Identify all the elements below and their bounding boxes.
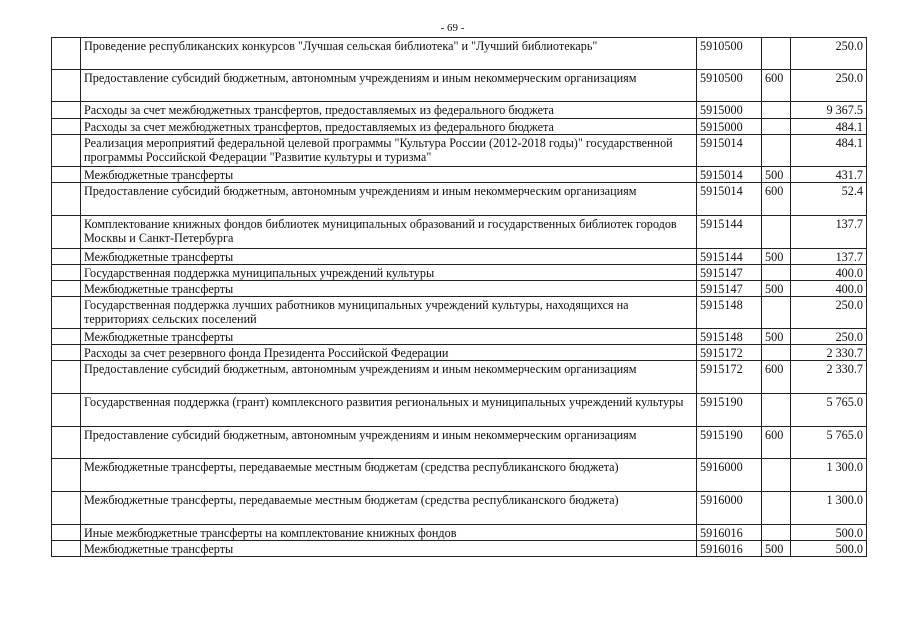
item-code: 5916000 [697,459,762,492]
expense-type: 500 [762,249,791,265]
table-row [52,361,867,394]
item-name: Межбюджетные трансферты, передаваемые местным бюджетам (средства республиканского бюджета) [81,459,697,492]
expense-type [762,135,791,167]
expense-type [762,394,791,427]
expense-type [762,297,791,329]
table-row [52,492,867,525]
expense-type [762,525,791,541]
blank-cell [52,361,81,394]
item-name: Государственная поддержка муниципальных учреждений культуры [81,265,697,281]
item-name: Государственная поддержка (грант) комплексного развития региональных и муниципальных учреждений культуры [81,394,697,427]
item-name: Межбюджетные трансферты [81,281,697,297]
item-amount: 1 300.0 [791,459,867,492]
item-code: 5915014 [697,183,762,216]
blank-cell [52,249,81,265]
table-row [52,119,867,135]
item-code: 5915172 [697,361,762,394]
item-code: 5916000 [697,492,762,525]
item-amount: 250.0 [791,297,867,329]
item-code: 5915014 [697,135,762,167]
expense-type: 600 [762,427,791,459]
item-code: 5916016 [697,525,762,541]
item-name: Проведение республиканских конкурсов "Лучшая сельская библиотека" и "Лучший библиотекарь" [81,38,697,70]
table-row [52,265,867,281]
budget-table [51,37,867,557]
item-name: Предоставление субсидий бюджетным, автономным учреждениям и иным некоммерческим организациям [81,427,697,459]
table-row [52,216,867,249]
page-number: - 69 - [440,22,465,34]
item-amount: 5 765.0 [791,427,867,459]
item-code: 5916016 [697,541,762,557]
blank-cell [52,459,81,492]
item-amount: 2 330.7 [791,345,867,361]
item-name: Предоставление субсидий бюджетным, автономным учреждениям и иным некоммерческим организациям [81,183,697,216]
item-amount: 250.0 [791,70,867,102]
item-code: 5915147 [697,281,762,297]
item-name: Предоставление субсидий бюджетным, автономным учреждениям и иным некоммерческим организациям [81,361,697,394]
table-row [52,541,867,557]
expense-type [762,102,791,119]
item-amount: 137.7 [791,249,867,265]
blank-cell [52,525,81,541]
expense-type: 500 [762,329,791,345]
blank-cell [52,297,81,329]
item-name: Иные межбюджетные трансферты на комплектование книжных фондов [81,525,697,541]
expense-type: 500 [762,541,791,557]
blank-cell [52,102,81,119]
blank-cell [52,183,81,216]
table-row [52,183,867,216]
table-row [52,427,867,459]
blank-cell [52,265,81,281]
table-row [52,394,867,427]
item-amount: 250.0 [791,38,867,70]
item-code: 5915147 [697,265,762,281]
item-amount: 431.7 [791,167,867,183]
expense-type [762,38,791,70]
item-amount: 484.1 [791,119,867,135]
item-name: Государственная поддержка лучших работников муниципальных учреждений культуры, находящихся на территориях сельских поселений [81,297,697,329]
item-name: Предоставление субсидий бюджетным, автономным учреждениям и иным некоммерческим организациям [81,70,697,102]
item-name: Межбюджетные трансферты, передаваемые местным бюджетам (средства республиканского бюджета) [81,492,697,525]
blank-cell [52,70,81,102]
item-code: 5915148 [697,329,762,345]
item-amount: 2 330.7 [791,361,867,394]
table-row [52,249,867,265]
blank-cell [52,329,81,345]
blank-cell [52,216,81,249]
blank-cell [52,345,81,361]
table-row [52,525,867,541]
blank-cell [52,394,81,427]
expense-type: 600 [762,70,791,102]
table-row [52,70,867,102]
table-row [52,38,867,70]
item-name: Межбюджетные трансферты [81,167,697,183]
table-row [52,459,867,492]
item-name: Межбюджетные трансферты [81,329,697,345]
item-code: 5915000 [697,102,762,119]
item-amount: 1 300.0 [791,492,867,525]
blank-cell [52,427,81,459]
item-code: 5915190 [697,394,762,427]
blank-cell [52,492,81,525]
table-row [52,345,867,361]
table-row [52,329,867,345]
item-code: 5915000 [697,119,762,135]
item-amount: 9 367.5 [791,102,867,119]
item-code: 5915172 [697,345,762,361]
blank-cell [52,541,81,557]
expense-type: 600 [762,183,791,216]
item-name: Расходы за счет межбюджетных трансфертов, предоставляемых из федерального бюджета [81,102,697,119]
item-name: Межбюджетные трансферты [81,541,697,557]
expense-type [762,265,791,281]
item-amount: 5 765.0 [791,394,867,427]
item-code: 5910500 [697,38,762,70]
expense-type: 500 [762,281,791,297]
item-amount: 484.1 [791,135,867,167]
expense-type: 600 [762,361,791,394]
expense-type [762,119,791,135]
item-amount: 400.0 [791,265,867,281]
item-amount: 500.0 [791,541,867,557]
item-code: 5915144 [697,249,762,265]
item-code: 5915190 [697,427,762,459]
blank-cell [52,119,81,135]
expense-type [762,345,791,361]
item-code: 5915014 [697,167,762,183]
item-amount: 500.0 [791,525,867,541]
table-row [52,167,867,183]
item-amount: 52.4 [791,183,867,216]
blank-cell [52,167,81,183]
expense-type [762,216,791,249]
expense-type: 500 [762,167,791,183]
item-name: Расходы за счет резервного фонда Президента Российской Федерации [81,345,697,361]
table-row [52,102,867,119]
item-name: Комплектование книжных фондов библиотек муниципальных образований и государственных библиотек городов Москвы и Санкт-Петербурга [81,216,697,249]
item-code: 5915144 [697,216,762,249]
item-code: 5915148 [697,297,762,329]
table-row [52,281,867,297]
item-amount: 400.0 [791,281,867,297]
blank-cell [52,135,81,167]
blank-cell [52,38,81,70]
blank-cell [52,281,81,297]
table-row [52,297,867,329]
expense-type [762,459,791,492]
item-name: Межбюджетные трансферты [81,249,697,265]
item-code: 5910500 [697,70,762,102]
item-amount: 250.0 [791,329,867,345]
expense-type [762,492,791,525]
item-name: Реализация мероприятий федеральной целевой программы "Культура России (2012-2018 годы)" государственной программы Российской Федерации "Развитие культуры и туризма" [81,135,697,167]
item-amount: 137.7 [791,216,867,249]
table-row [52,135,867,167]
item-name: Расходы за счет межбюджетных трансфертов, предоставляемых из федерального бюджета [81,119,697,135]
